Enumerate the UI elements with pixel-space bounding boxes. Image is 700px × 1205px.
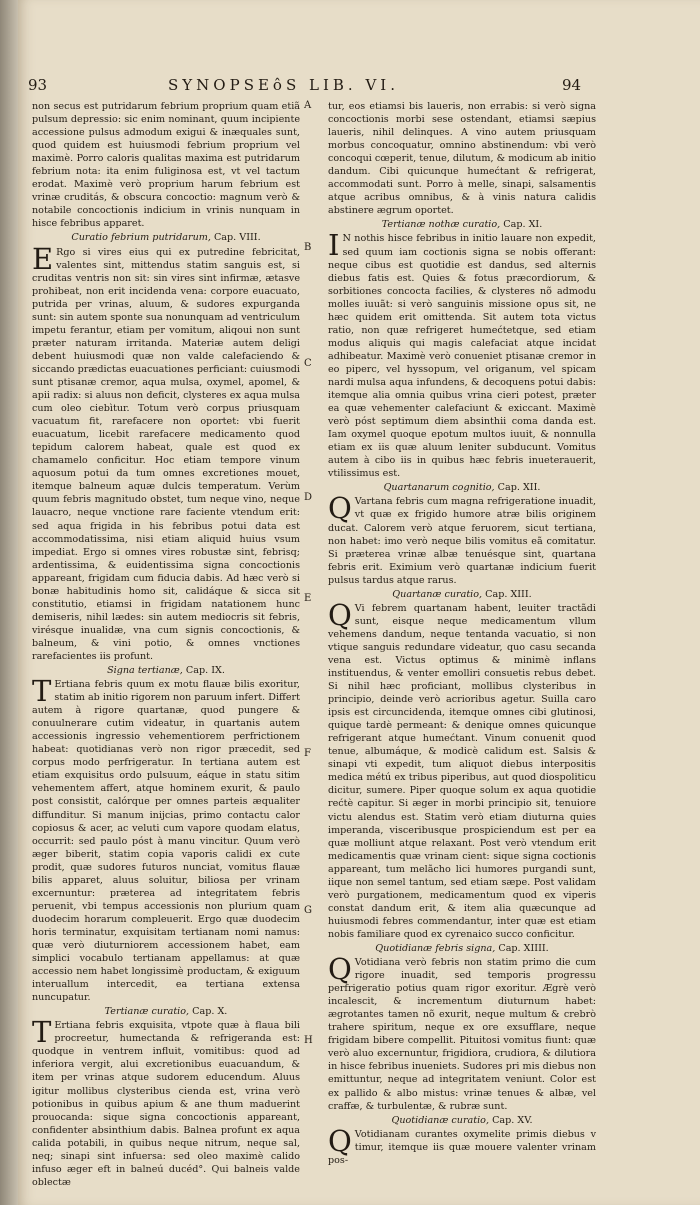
chapter-number: Cap. XI. (503, 219, 543, 231)
paragraph: non secus est putridarum febrium proprium quam etiã pulsum depressio: sic enim nominant, quum incipiente accessione pulsus admodum exigui & inæquales sunt, quod quidem est huiusmodi febrium proprium vel maximè. Porro caloris qualitas maxima est putridarum febrium nota: ita enim fuliginosa est, vt vel tactum erodat. Maximè verò proprium harum febrium est vrinæ cruditás, & obscura concoctio: magnum verò & notabile concoctionis indicium in vrinis nunquam in hisce febribus apparet. (32, 101, 300, 230)
chapter-title: Curatio febrium putridarum, (71, 232, 211, 244)
paragraph-text: Vartana febris cum magna refrigeratione inuadit, vt quæ ex frigido humore atræ bilis originem ducat. Calorem verò atque feruorem, sicut tertiana, non habet: imo verò neque bilis vomitus eã comitatur. Si præterea vrinæ albæ tenuésque sint, quartana febris erit. Eximium verò quartanæ indicium fuerit pulsus tardus atque rarus. (328, 496, 596, 586)
chapter-number: Cap. XIII. (485, 588, 532, 600)
chapter-title: Tertianæ nothæ curatio, (381, 219, 501, 231)
margin-letter-e: E (304, 593, 312, 604)
drop-cap: Q (328, 1123, 352, 1158)
left-page-number: 93 (28, 76, 48, 94)
chapter-title: Quotidianæ curatio, (391, 1114, 490, 1126)
chapter-heading (328, 588, 596, 601)
paragraph (32, 1015, 300, 1189)
binding-gutter (0, 0, 18, 1205)
chapter-title: Quartanarum cognitio, (383, 482, 495, 494)
chapter-title: Quartanæ curatio, (392, 588, 483, 600)
paragraph (32, 241, 300, 664)
drop-cap: Q (328, 491, 352, 526)
running-header (18, 76, 700, 98)
chapter-number: Cap. IX. (185, 665, 225, 677)
paragraph (328, 952, 596, 1113)
running-title: SYNOPSEôS LIB. VI. (168, 76, 399, 94)
margin-letter-b: B (304, 242, 312, 253)
margin-letter-a: A (304, 100, 312, 111)
paragraph-text: Ertiana febris exquisita, vtpote quæ à flaua bili procreetur, humectanda & refrigeranda est: quodque in ventrem influit, vomitibus: quod ad inferiora vergit, alui excretionibus euacuandum, & item per vrinas atque sudorem educendum. Aluus igitur mollibus clysteribus cienda est, vrina verò potionibus in quibus apium & ane thum maduerint prouocanda: sique signa concoctionis appareant, confidenter absinthium dabis. Balnea profunt ex aqua calida potabili, in quibus neque nitrum, neque sal, neq; sinapi sint infuersa: sed oleo maximè calido infuso æger eft in balneú ducéd°. Qui balneis valde oblectæ (32, 1020, 300, 1188)
margin-letter-g: G (304, 905, 312, 916)
chapter-heading (328, 481, 596, 494)
chapter-heading (328, 1114, 596, 1127)
chapter-heading (32, 1005, 300, 1018)
right-page-number: 94 (562, 76, 582, 94)
left-text-column (32, 100, 300, 1189)
margin-letter-d: D (304, 492, 313, 503)
paragraph-text: Votidianam curantes oxymelite primis diebus v timur, itemque iis quæ mouere valenter vrinam pos- (328, 1128, 596, 1166)
paragraph (32, 674, 300, 1004)
chapter-heading (328, 218, 596, 231)
chapter-title: Signa tertianæ, (107, 665, 183, 677)
paragraph-text: Rgo si vires eius qui ex putredine febricitat, valentes sint, mittendus statim sanguis est, si cruditas ventris non sit: sin vires sint infirmæ, ætasve prohibeat, non erit incidenda vena: corpore euacuato, putrida per vrinas, aluum, & sudores expurganda sunt: sin autem sponte sua nonunquam ad ventriculum impetu ferantur, etiam per vomitum, aliqoui non sunt præter naturam irritanda. Materiæ autem deligi debent huiusmodi quæ non valde calefaciendo & siccando prædictas euacuationes perficiant: cuiusmodi sunt ptisanæ cremor, aqua mulsa, oxymel, apomel, & apii radix: si aluus non deficit, clysteres ex aqua mulsa cum oleo ciebìtur. Totum verò corpus priusquam vacuatum fit, rarefacere non oportet: vbi fuerit euacuatum, licebit rarefacere medicamento quod tepidum calorem habeat, quale est quod ex chamamelo conficitur. Hoc etiam tempore vinum aquosum potui da tum omnes excretiones mouet, itemque balneum aquæ dulcis temperatum. Verùm quum febris magnitudo obstet, tum neque vino, neque lauacro, neque vnctione rare faciente vtendum erit: sed aqua frigida in his febribus potui data est accommodatissima, nisi etiam aliquid huius vsum impediat. Ergo si omnes vires robustæ sint, febrisq; ardentissima, & euidentissima signa concoctionis appareant, frigidam cum fiducia dabis. Ad hæc verò si bonæ habitudinis homo sit, calidáque & sicca sit constitutio, etiamsi in frigidam natationem hunc demiseris, nihil lædes: sin autem mediocris sit febris, virésque inualidæ, vna cum signis concoctionis, & balneum, & vini potio, & omnes vnctiones rarefacientes iis profunt. (32, 246, 300, 662)
paragraph-text: N nothis hisce febribus in initio lauare non expedit, sed quum iam coctionis signa se nobis offerant: neque cibus est quotidie est dandus, sed alternis diebus fatis est. Quies & fotus præcordiorum, & sorbitiones concocta facilies, & clysteres nõ admodu molles iuuãt: si verò sanguinis missione opus sit, ne hæc quidem erit omittenda. Sit autem tota victus ratio, non quæ refrigeret humećtetque, sed etiam modus aliquis qui magis calefaciat atque incidat adhibeatur. Maximè verò conueniet ptisanæ cremor in eo piperc, vel hyssopum, vel origanum, vel spicam nardi mulsa aqua infundens, & decoquens potui dabis: itemque alia omnia quibus vrina cieri potest, præter ea quæ vehementer calefaciunt & exiccant. Maximè verò póst septimum diem absinthii coma danda est. Iam oxymel quoque epotum multos iuuit, & nonnulla etiam ex iis quæ aluum leniter subducunt. Vomitus autem à cibo iis in quibus hæc febris inueterauerit, vtilissimus est. (328, 233, 596, 480)
chapter-title: Tertianæ curatio, (104, 1006, 190, 1018)
chapter-title: Quotidianæ febris signa, (375, 943, 496, 954)
drop-cap: E (32, 241, 54, 276)
chapter-number: Cap. VIII. (213, 232, 261, 244)
chapter-number: Cap. XV. (492, 1114, 533, 1126)
chapter-heading (32, 231, 300, 244)
margin-letter-f: F (304, 748, 311, 759)
drop-cap: Q (328, 952, 352, 987)
book-page (18, 0, 700, 1205)
chapter-number: Cap. XIIII. (498, 943, 549, 954)
drop-cap: T (32, 1015, 52, 1050)
chapter-heading (328, 942, 596, 955)
paragraph (328, 491, 596, 586)
paragraph: tur, eos etiamsi bis laueris, non errabis: si verò signa concoctionis morbi sese ostendant, etiamsi sæpius laueris, nihil delinques. A vino autem priusquam morbus concoquatur, omnino abstinendum: vbi verò concoqui cœperit, tenue, dilutum, & modicum ab initio dandum. Cibi quicunque humećtant & refrigerat, accommodati sunt. Porro à melle, sinapi, salsamentis atque acribus omnibus, & à vinis natura calidis abstinere ægrum oportet. (328, 101, 596, 217)
paragraph-text: Ertiana febris quum ex motu flauæ bilis exoritur, statim ab initio rigorem non paruum infert. Differt autem à rigore quartanæ, quod pungere & conuulnerare cutim videatur, in quartanis autem accessionis ingressio vehementiorem perfrictionem habeat: quotidianas verò non rigor præcedit, sed corpus modo perfrigeratur. In tertiana autem est etiam exquisitus ordo pulsuum, eáque in statu sitim vehementem affert, atque hominem exurit, & paulo post consistit, calórque per omnes parteis æqualiter diffunditur. Si manum inijcias, primo contactu calor copiosus & acer, ac veluti cum vapore quodam elatus, occurrit: sed paulo póst à manu vincitur. Quum verò æger biberit, statim copia vaporis calidi ex cute prodit, quæ sudores futuros nunciat, vomitus flauæ bilis apparet, aluus soluitur, biliosa per vrinam excernuntur: præterea ad integritatem febris peruenit, vbi tempus accessionis non plurium quam duodecim horarum compleuerit. Ergo quæ duodecim horis terminatur, exquisitam tertianam nomi namus: quæ verò diuturniorem accessionem habet, eam simplici vocabulo tertianam appellamus: at quæ accessio nem habet longissimè productam, & exiguum interuallum intercedit, ea tertiana extensa nuncupatur. (32, 679, 300, 1004)
margin-letter-h: H (304, 1035, 313, 1046)
paragraph (328, 597, 596, 941)
drop-cap: Q (328, 597, 352, 632)
margin-letters (299, 0, 323, 1205)
drop-cap: T (32, 674, 52, 709)
margin-letter-c: C (304, 358, 312, 369)
chapter-heading (32, 664, 300, 677)
paragraph (328, 228, 596, 480)
chapter-number: Cap. X. (192, 1006, 228, 1018)
drop-cap: I (328, 228, 340, 263)
right-text-column (328, 100, 596, 1167)
paragraph-text: Votidiana verò febris non statim primo die cum rigore inuadit, sed temporis progressu perfrigeratio potius quam rigor exoritur. Ægrè verò incalescit, & incrementum diuturnum habet: ægrotantes tamen nõ exurit, neque multum & crebrò trahere spiritum, neque ex ore exsufflare, neque frigidam bibere compellit. Pituitosi vomitus fiunt: quæ verò aluo excernuntur, frigidiora, crudiora, & dilutiora in hisce febribus inueniets. Sudores pri mis diebus non emittuntur, neque ad integritatem veniunt. Color est ex pallido & albo mistus: vrinæ tenues & albæ, vel craffæ, & turbulentæ, & rubræ sunt. (328, 957, 596, 1112)
paragraph (328, 1123, 596, 1167)
chapter-number: Cap. XII. (497, 482, 541, 494)
paragraph-text: Vi febrem quartanam habent, leuiter tractãdi sunt, eisque neque medicamentum vllum vehemens dandum, neque tentanda vacuatio, si non vtique sanguis redundare videatur, quo casu secanda vena est. Victus optimus & minimè inflans instituendus, & venter emolliri consuetis rebus debet. Si nihil hæc proficiant, mollibus clysteribus in principio, deinde verò acrioribus agetur. Suilla caro ipsis est circuncidenda, itemque omnes cibi glutinosi, quique tardè permeant: & denique omnes quicunque refrigerant atque humećtant. Vinum conuenit quod tenue, albumáque, & modicè calidum est. Salsis & sinapi vti expedit, tum aliquot diebus interpositis medica métú ex tribus piperibus, aut quod diospoliticu dicitur, sumere. Piper quoque solum ex aqua quotidie rećtè capitur. Si æger in morbi principio sit, tenuiore victu alendus est. Statim verò etiam diuturna quies imperanda, visceribusque prospiciendum est per ea quæ molliunt atque relaxant. Post verò vtendum erit medicamentis quæ vrinam cient: sique signa coctionis appareant, tum melãcho lici humores purgandi sunt, iique non semel tantum, sed etiam sæpe. Post validam verò purgationem, medicamentum quod ex viperis constat dandum erit, & item alia quæcunque ad huiusmodi febres commendantur, inter quæ est etiam nobis familiare quod ex cyrenaico succo conficitur. (328, 602, 596, 940)
